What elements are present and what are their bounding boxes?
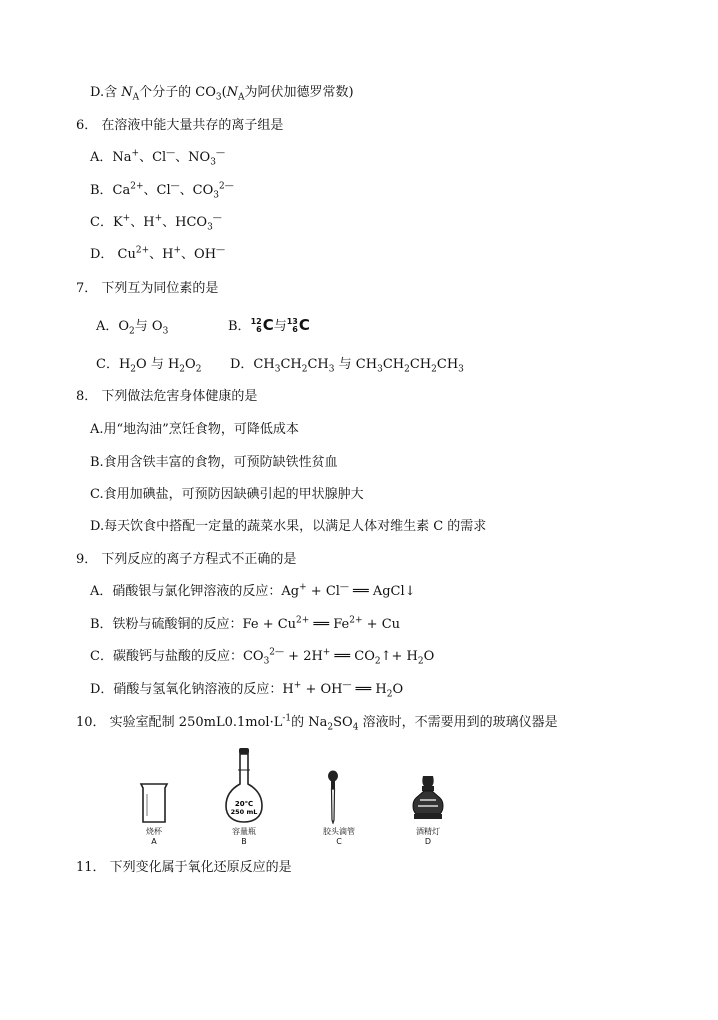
flask-volume-text: 250 mL	[230, 808, 258, 816]
apparatus-label-d: 酒精灯 D	[416, 827, 440, 846]
q6-option-b: B．$Ca^{2+}$、Cl—、$CO_3^{2—}$	[90, 181, 234, 201]
dropper-icon	[326, 770, 340, 824]
q5-option-d: D.含 $N_A$个分子的 $CO_3(N_A$为阿伏加德罗常数)	[90, 85, 354, 103]
q8-option-d: D.每天饮食中搭配一定量的蔬菜水果，以满足人体对维生素 C 的需求	[90, 519, 487, 534]
q7-stem: 7． 下列互为同位素的是	[76, 281, 219, 296]
q7-option-d: D．$CH_3CH_2CH_3$ 与 $CH_3CH_2CH_2CH_3$	[230, 357, 464, 375]
apparatus-label-a: 烧杯 A	[146, 827, 162, 846]
volumetric-flask-icon	[224, 746, 264, 824]
q7-option-c: C．$H_2O$ 与 $H_2O_2$	[96, 357, 202, 375]
q9-option-d: D．硝酸与氢氧化钠溶液的反应：H+ + OH— ══ $H_2O$	[90, 680, 404, 700]
apparatus-label-b: 容量瓶 B	[232, 827, 256, 846]
q9-option-a: A．硝酸银与氯化钾溶液的反应：Ag+ + Cl— ══ AgCl↓	[90, 582, 416, 599]
q7-option-b: B．12 6C与13 6C	[228, 316, 310, 334]
q6-option-a: A．Na+、Cl—、$NO_3^—$	[90, 148, 225, 168]
beaker-icon	[138, 782, 170, 824]
alcohol-lamp-icon	[410, 774, 446, 822]
q9-option-b: B．铁粉与硫酸铜的反应：$Fe + Cu^{2+}$ ══ $Fe^{2+} + Cu$	[90, 615, 401, 632]
apparatus-label-c: 胶头滴管 C	[323, 827, 355, 846]
q9-option-c: C．碳酸钙与盐酸的反应：$CO_3^{2—} + 2H^+$ ══ $CO_2↑+ H_2O$	[90, 647, 435, 667]
q6-stem: 6． 在溶液中能大量共存的离子组是	[76, 118, 284, 133]
q8-option-a: A.用“地沟油”烹饪食物，可降低成本	[90, 422, 299, 437]
q6-option-d: D． $Cu^{2+}$、H+、OH—	[90, 245, 226, 262]
q10-stem: 10． 实验室配制 $250mL0.1mol\cdot L^{-1}$的 $Na_2SO_4$ 溶液时，不需要用到的玻璃仪器是	[76, 713, 558, 733]
q6-option-c: C．K+、H+、$HCO_3^—$	[90, 213, 222, 233]
q8-stem: 8． 下列做法危害身体健康的是	[76, 389, 258, 404]
q8-option-b: B.食用含铁丰富的食物，可预防缺铁性贫血	[90, 455, 338, 470]
q9-stem: 9． 下列反应的离子方程式不正确的是	[76, 552, 297, 567]
flask-temperature-text: 20℃	[234, 800, 254, 808]
q11-stem: 11． 下列变化属于氧化还原反应的是	[76, 860, 292, 875]
q7-option-a: A．$O_2$与 $O_3$	[96, 319, 169, 337]
q8-option-c: C.食用加碘盐，可预防因缺碘引起的甲状腺肿大	[90, 487, 364, 502]
carbon-13-isotope: 13 6C	[286, 316, 310, 334]
carbon-12-isotope: 12 6C	[250, 316, 274, 334]
